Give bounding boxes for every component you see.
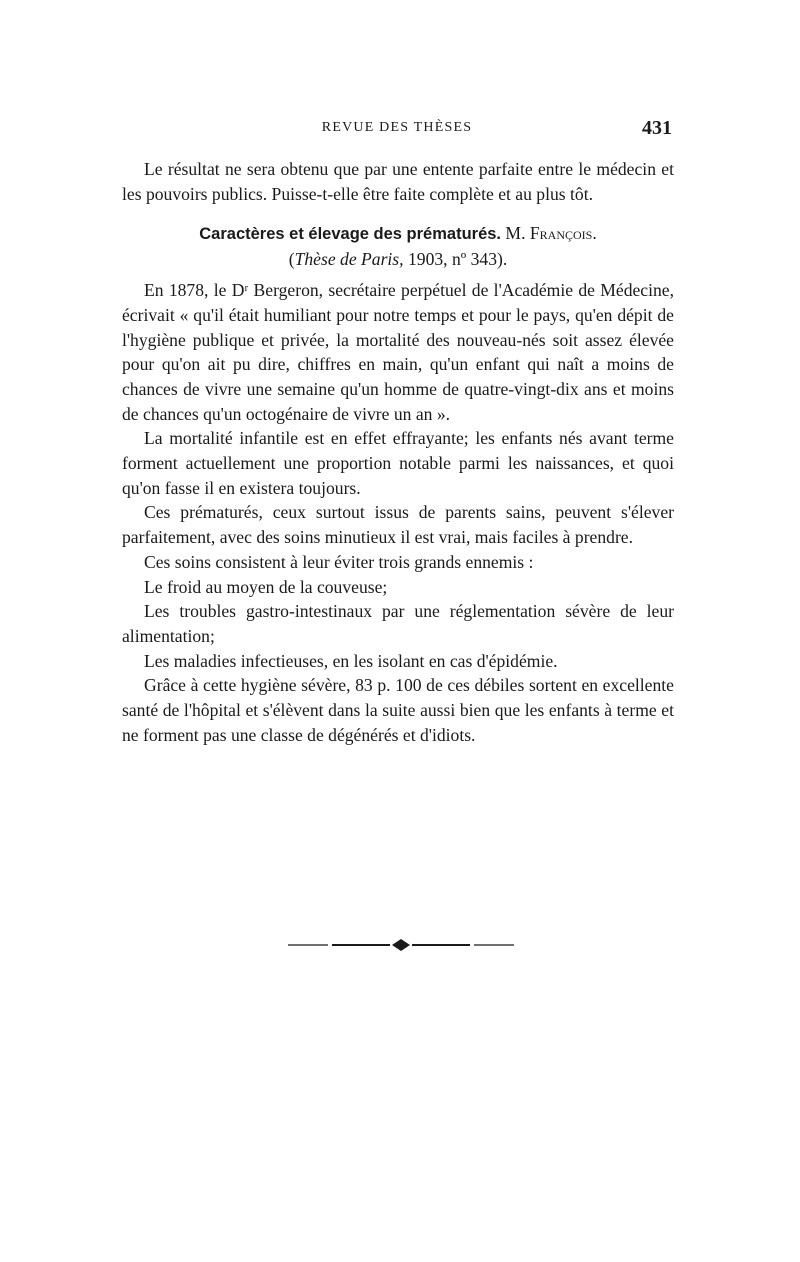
paragraph: Le froid au moyen de la couveuse; [144,576,388,597]
article-source: (Thèse de Paris, 1903, nº 343). [288,249,508,270]
ornament-divider-icon [288,935,514,955]
paragraph: Le résultat ne sera obtenu que par une entente parfaite entre le médecin et les pouvoirs publics. Puisse-t-elle être faite complète et au plus tôt. [122,159,674,204]
paragraph: Ces soins consistent à leur éviter trois grands ennemis : [144,551,534,572]
paragraph: Ces prématurés, ceux surtout issus de parents sains, peuvent s'élever parfaitement, avec des soins minutieux il est vrai, mais faciles à prendre. [122,502,674,548]
paragraph: La mortalité infantile est en effet effrayante; les enfants nés avant terme forment actuellement une proportion notable parmi les naissances, et quoi qu'on fasse il en existera toujours. [122,428,674,498]
article-heading [122,220,674,247]
page-number: 431 [642,117,672,139]
document-body [122,157,674,747]
running-header [122,117,672,144]
source-details: 1903, nº 343 [407,249,497,270]
paragraph: En 1878, le Dʳ Bergeron, secrétaire perpétuel de l'Académie de Médecine, écrivait « qu'il était humiliant pour notre temps et pour le pays, qu'en dépit de l'hygiène publique et privée, la mortalité des nouveau-nés soit assez élevée pour qu'on ait pu dire, chiffres en main, qu'un enfant qui naît a moins de chances de vivre une semaine qu'un homme de quatre-vingt-dix ans et moins de chances qu'un octogénaire de vivre un an ». [122,280,674,424]
running-title: REVUE DES THÈSES [321,120,473,135]
paragraph: Grâce à cette hygiène sévère, 83 p. 100 de ces débiles sortent en excellente santé de l'hôpital et s'élèvent dans la suite aussi bien que les enfants à terme et ne forment pas une classe de dégénérés et d'idiots. [122,675,674,745]
article-title: Caractères et élevage des prématurés. [199,225,502,244]
paragraph: Les troubles gastro-intestinaux par une réglementation sévère de leur alimentation; [122,601,674,646]
paragraph: Les maladies infectieuses, en les isolant en cas d'épidémie. [144,650,558,671]
article-author: M. François. [505,223,597,244]
source-thesis: Thèse de Paris, [294,249,404,270]
